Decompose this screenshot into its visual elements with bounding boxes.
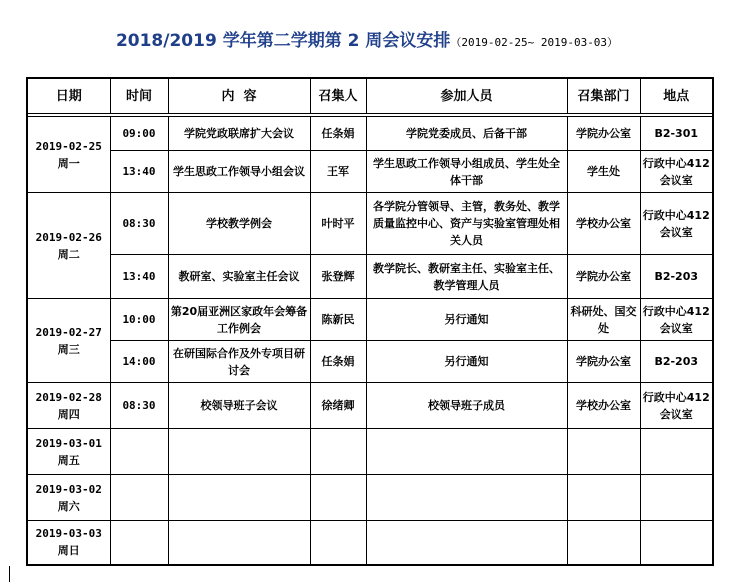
meeting-schedule-table bbox=[26, 77, 714, 566]
dept-cell: 学生处 bbox=[567, 151, 640, 193]
time-cell bbox=[110, 475, 168, 521]
participants-cell: 学院党委成员、后备干部 bbox=[366, 117, 567, 151]
time-cell: 09:00 bbox=[110, 117, 168, 151]
content-cell: 在研国际合作及外专项目研讨会 bbox=[168, 341, 310, 383]
convener-cell: 王军 bbox=[310, 151, 366, 193]
content-cell bbox=[168, 521, 310, 565]
convener-cell bbox=[310, 475, 366, 521]
date-cell bbox=[27, 299, 110, 383]
location-cell bbox=[640, 429, 713, 475]
participants-cell: 校领导班子成员 bbox=[366, 383, 567, 429]
convener-cell bbox=[310, 429, 366, 475]
content-cell: 学生思政工作领导小组会议 bbox=[168, 151, 310, 193]
dept-cell: 学院办公室 bbox=[567, 117, 640, 151]
table-row bbox=[27, 383, 713, 429]
table-row bbox=[27, 117, 713, 151]
title-date-range: （2019-02-25~ 2019-03-03） bbox=[450, 36, 619, 49]
weekday-label: 周日 bbox=[57, 544, 80, 558]
col-header-time: 时间 bbox=[110, 78, 168, 114]
location-cell: B2-203 bbox=[640, 255, 713, 299]
date-cell bbox=[27, 521, 110, 565]
location-cell: 行政中心412会议室 bbox=[640, 193, 713, 255]
table-row bbox=[27, 193, 713, 255]
content-cell: 学校教学例会 bbox=[168, 193, 310, 255]
participants-cell bbox=[366, 521, 567, 565]
table-row bbox=[27, 255, 713, 299]
col-header-location: 地点 bbox=[640, 78, 713, 114]
date-value: 2019-03-02 bbox=[35, 482, 102, 496]
participants-cell bbox=[366, 429, 567, 475]
col-header-participants: 参加人员 bbox=[366, 78, 567, 114]
content-cell bbox=[168, 429, 310, 475]
convener-cell: 徐绪卿 bbox=[310, 383, 366, 429]
content-cell: 第20届亚洲区家政年会筹备工作例会 bbox=[168, 299, 310, 341]
weekday-label: 周六 bbox=[57, 499, 80, 513]
title-main: 2018/2019 学年第二学期第 2 周会议安排 bbox=[115, 31, 451, 51]
time-cell: 13:40 bbox=[110, 151, 168, 193]
location-cell: B2-301 bbox=[640, 117, 713, 151]
content-cell: 学院党政联席扩大会议 bbox=[168, 117, 310, 151]
participants-cell bbox=[366, 475, 567, 521]
time-cell bbox=[110, 429, 168, 475]
table-row bbox=[27, 151, 713, 193]
text-cursor bbox=[9, 566, 10, 582]
header-row bbox=[27, 78, 713, 114]
dept-cell bbox=[567, 429, 640, 475]
weekday-label: 周一 bbox=[57, 156, 80, 170]
dept-cell: 学院办公室 bbox=[567, 341, 640, 383]
participants-cell: 另行通知 bbox=[366, 341, 567, 383]
location-cell: 行政中心412会议室 bbox=[640, 151, 713, 193]
content-cell bbox=[168, 475, 310, 521]
time-cell: 08:30 bbox=[110, 383, 168, 429]
dept-cell: 学校办公室 bbox=[567, 383, 640, 429]
convener-cell: 陈新民 bbox=[310, 299, 366, 341]
location-cell bbox=[640, 521, 713, 565]
weekday-label: 周三 bbox=[57, 342, 80, 356]
date-value: 2019-03-01 bbox=[35, 436, 102, 450]
date-cell bbox=[27, 193, 110, 299]
date-value: 2019-03-03 bbox=[35, 527, 102, 541]
convener-cell bbox=[310, 521, 366, 565]
content-cell: 教研室、实验室主任会议 bbox=[168, 255, 310, 299]
participants-cell: 学生思政工作领导小组成员、学生处全体干部 bbox=[366, 151, 567, 193]
col-header-date: 日期 bbox=[27, 78, 110, 114]
date-cell bbox=[27, 383, 110, 429]
table-row bbox=[27, 299, 713, 341]
table-row bbox=[27, 521, 713, 565]
time-cell bbox=[110, 521, 168, 565]
date-value: 2019-02-26 bbox=[35, 230, 102, 244]
dept-cell bbox=[567, 521, 640, 565]
location-cell bbox=[640, 475, 713, 521]
date-value: 2019-02-27 bbox=[35, 325, 102, 339]
time-cell: 10:00 bbox=[110, 299, 168, 341]
date-value: 2019-02-28 bbox=[35, 390, 102, 404]
convener-cell: 张登辉 bbox=[310, 255, 366, 299]
time-cell: 08:30 bbox=[110, 193, 168, 255]
convener-cell: 任条娟 bbox=[310, 341, 366, 383]
location-cell: 行政中心412会议室 bbox=[640, 383, 713, 429]
page-title bbox=[0, 26, 734, 51]
weekday-label: 周五 bbox=[57, 453, 80, 467]
convener-cell: 叶时平 bbox=[310, 193, 366, 255]
table-row bbox=[27, 475, 713, 521]
col-header-convener: 召集人 bbox=[310, 78, 366, 114]
col-header-content: 内 容 bbox=[168, 78, 310, 114]
date-value: 2019-02-25 bbox=[35, 139, 102, 153]
table-row bbox=[27, 429, 713, 475]
participants-cell: 各学院分管领导、主管，教务处、教学质量监控中心、资产与实验室管理处相关人员 bbox=[366, 193, 567, 255]
date-cell bbox=[27, 475, 110, 521]
table-row bbox=[27, 341, 713, 383]
participants-cell: 另行通知 bbox=[366, 299, 567, 341]
dept-cell: 学院办公室 bbox=[567, 255, 640, 299]
weekday-label: 周二 bbox=[57, 247, 80, 261]
location-cell: B2-203 bbox=[640, 341, 713, 383]
content-cell: 校领导班子会议 bbox=[168, 383, 310, 429]
convener-cell: 任条娟 bbox=[310, 117, 366, 151]
time-cell: 13:40 bbox=[110, 255, 168, 299]
dept-cell: 科研处、国交处 bbox=[567, 299, 640, 341]
dept-cell: 学校办公室 bbox=[567, 193, 640, 255]
dept-cell bbox=[567, 475, 640, 521]
weekday-label: 周四 bbox=[57, 407, 80, 421]
time-cell: 14:00 bbox=[110, 341, 168, 383]
col-header-dept: 召集部门 bbox=[567, 78, 640, 114]
date-cell bbox=[27, 429, 110, 475]
date-cell bbox=[27, 117, 110, 193]
location-cell: 行政中心412会议室 bbox=[640, 299, 713, 341]
participants-cell: 教学院长、教研室主任、实验室主任、教学管理人员 bbox=[366, 255, 567, 299]
